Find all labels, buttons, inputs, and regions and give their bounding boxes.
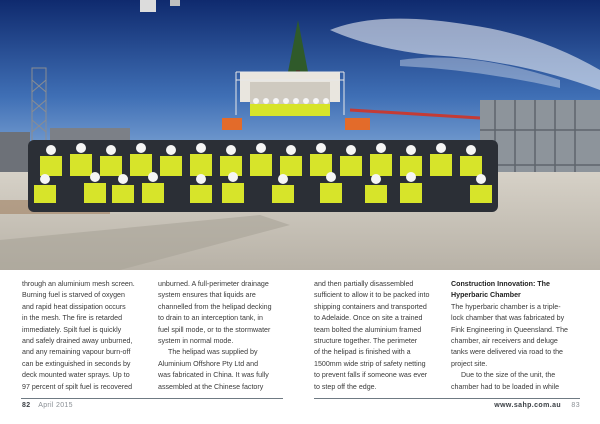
column-2-line: channelled from the helipad decking bbox=[158, 302, 272, 311]
column-3-line: shipping containers and transported bbox=[314, 302, 427, 311]
column-1-line: Burning fuel is starved of oxygen bbox=[22, 291, 125, 300]
column-4-line: chamber had to be loaded in while bbox=[451, 382, 560, 391]
column-4-line: Due to the size of the unit, the bbox=[461, 371, 556, 380]
column-4-line: Fink Engineering in Queensland. The bbox=[451, 325, 568, 334]
column-2-line: assembled at the Chinese factory bbox=[158, 382, 264, 391]
column-1-line: 97 percent of spilt fuel is recovered bbox=[22, 382, 133, 391]
column-4-line: tanks were delivered via road to the bbox=[451, 348, 563, 357]
column-1-line: immediately. Spilt fuel is quickly bbox=[22, 325, 122, 334]
column-4-line: project site. bbox=[451, 359, 488, 368]
column-4-line: The hyperbaric chamber is a triple- bbox=[451, 302, 561, 311]
column-3-line: to Adelaide. Once on site a trained bbox=[314, 314, 423, 323]
column-3-line: to step off the edge. bbox=[314, 382, 377, 391]
column-1-line: in the mesh. The fire is retarded bbox=[22, 314, 123, 323]
issue-date: April 2015 bbox=[38, 402, 73, 409]
column-2-line: to drain to an interception tank, in bbox=[158, 314, 263, 323]
page-number-left: 82 bbox=[22, 402, 31, 409]
column-4-line: lock chamber that was fabricated by bbox=[451, 314, 565, 323]
website-link[interactable]: www.sahp.com.au bbox=[494, 402, 562, 409]
footer-divider-right bbox=[314, 398, 580, 399]
column-1-line: and any remaining vapour burn-off bbox=[22, 348, 131, 357]
footer-divider-left bbox=[21, 398, 283, 399]
column-3-line: and then partially disassembled bbox=[314, 280, 414, 288]
text-column-1 bbox=[22, 279, 154, 393]
column-2-line: system ensures that liquids are bbox=[158, 291, 256, 300]
column-2-line: fuel spill mode, or to the stormwater bbox=[158, 325, 271, 334]
column-4-line: chamber, air receivers and deluge bbox=[451, 337, 558, 346]
column-3-line: team bolted the aluminium framed bbox=[314, 325, 422, 334]
section-heading: Construction Innovation: The bbox=[451, 280, 550, 288]
column-3-line: to prevent falls if someone was ever bbox=[314, 371, 428, 380]
text-column-4 bbox=[451, 279, 581, 393]
column-2-line: unburned. A full-perimeter drainage bbox=[158, 280, 269, 288]
text-column-2 bbox=[158, 279, 290, 393]
text-column-3 bbox=[314, 279, 454, 393]
footer-right bbox=[494, 402, 580, 409]
column-3-line: structure together. The perimeter bbox=[314, 337, 418, 346]
column-2-line: was fabricated in China. It was fully bbox=[158, 371, 269, 380]
column-2-line: The helipad was supplied by bbox=[168, 348, 258, 357]
column-3-line: of the helipad is finished with a bbox=[314, 348, 411, 357]
column-1-line: deck mounted water sprays. Up to bbox=[22, 371, 130, 380]
column-1-line: can be extinguished in seconds by bbox=[22, 359, 131, 368]
column-2-line: system in normal mode. bbox=[158, 337, 234, 346]
page-number-right: 83 bbox=[571, 402, 580, 409]
column-2-line: Aluminium Offshore Pty Ltd and bbox=[158, 359, 259, 368]
column-3-line: sufficient to allow it to be packed into bbox=[314, 291, 430, 300]
footer-left bbox=[22, 402, 73, 409]
section-heading: Hyperbaric Chamber bbox=[451, 291, 521, 300]
column-1-line: and safely drained away unburned, bbox=[22, 337, 133, 346]
column-1-line: and rapid heat dissipation occurs bbox=[22, 302, 126, 311]
column-3-line: 1500mm wide strip of safety netting bbox=[314, 359, 426, 368]
column-1-line: through an aluminium mesh screen. bbox=[22, 280, 135, 288]
